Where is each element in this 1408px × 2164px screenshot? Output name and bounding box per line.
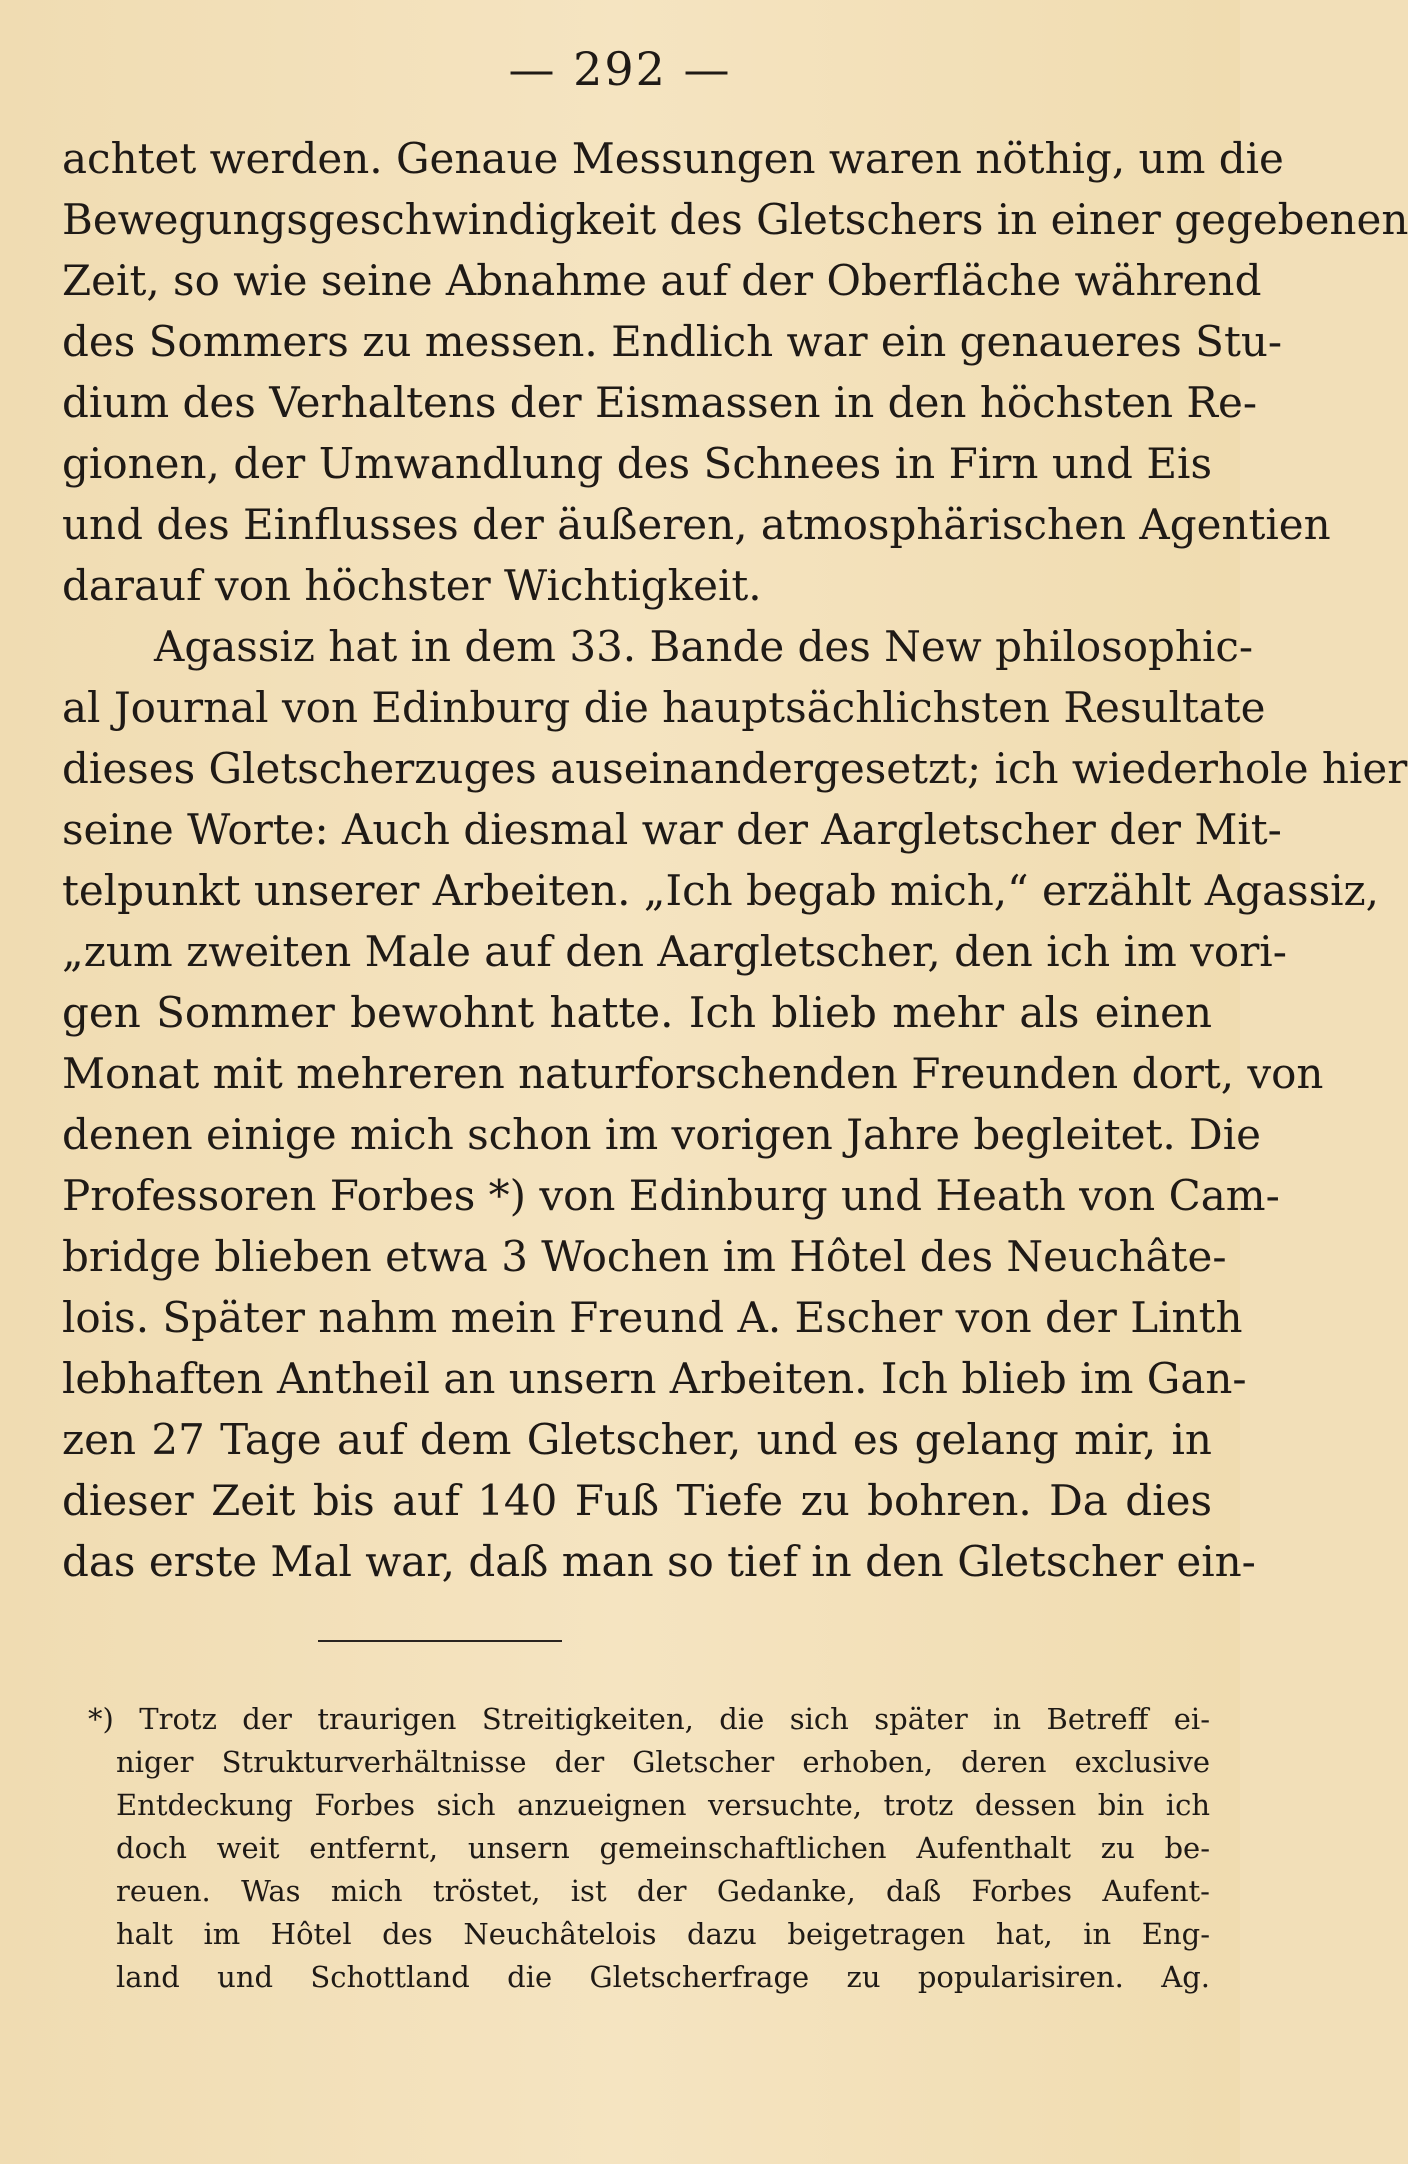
footnote-line: land und Schottland die Gletscherfrage zu popularisiren. Ag. — [116, 1960, 1210, 1994]
footnote-line: doch weit entfernt, unsern gemeinschaftlichen Aufenthalt zu be- — [116, 1831, 1210, 1865]
text-line: zen 27 Tage auf dem Gletscher, und es gelang mir, in — [62, 1415, 1212, 1464]
text-line: seine Worte: Auch diesmal war der Aargletscher der Mit- — [62, 805, 1282, 854]
text-line: Monat mit mehreren naturforschenden Freunden dort, von — [62, 1049, 1324, 1098]
footnote-divider — [318, 1640, 562, 1642]
footnote-line: halt im Hôtel des Neuchâtelois dazu beigetragen hat, in Eng- — [116, 1917, 1210, 1951]
text-line: dieses Gletscherzuges auseinandergesetzt; ich wiederhole hier — [62, 744, 1408, 793]
text-line: Zeit, so wie seine Abnahme auf der Oberfläche während — [62, 256, 1262, 305]
text-line: gionen, der Umwandlung des Schnees in Firn und Eis — [62, 439, 1212, 488]
text-line: lois. Später nahm mein Freund A. Escher von der Linth — [62, 1293, 1243, 1342]
footnote-line: Entdeckung Forbes sich anzueignen versuchte, trotz dessen bin ich — [116, 1788, 1210, 1822]
text-line: Professoren Forbes *) von Edinburg und Heath von Cam- — [62, 1171, 1280, 1220]
text-line: des Sommers zu messen. Endlich war ein genaueres Stu- — [62, 317, 1283, 366]
text-line: dieser Zeit bis auf 140 Fuß Tiefe zu bohren. Da dies — [62, 1476, 1212, 1525]
text-line: dium des Verhaltens der Eismassen in den höchsten Re- — [62, 378, 1258, 427]
text-line: telpunkt unserer Arbeiten. „Ich begab mich,“ erzählt Agassiz, — [62, 866, 1380, 915]
footnote-line: *) Trotz der traurigen Streitigkeiten, die sich später in Betreff ei- — [88, 1702, 1210, 1736]
main-text — [62, 128, 1408, 1592]
text-line: das erste Mal war, daß man so tief in den Gletscher ein- — [62, 1537, 1256, 1586]
text-line: Bewegungsgeschwindigkeit des Gletschers in einer gegebenen — [62, 195, 1408, 244]
text-line: lebhaften Antheil an unsern Arbeiten. Ich blieb im Gan- — [62, 1354, 1247, 1403]
text-line: darauf von höchster Wichtigkeit. — [62, 561, 762, 610]
text-line: achtet werden. Genaue Messungen waren nöthig, um die — [62, 134, 1284, 183]
page-number: — 292 — — [508, 42, 732, 96]
footnote-line: reuen. Was mich tröstet, ist der Gedanke, daß Forbes Aufent- — [116, 1874, 1210, 1908]
text-line: al Journal von Edinburg die hauptsächlichsten Resultate — [62, 683, 1266, 732]
text-line: „zum zweiten Male auf den Aargletscher, den ich im vori- — [62, 927, 1287, 976]
footnote — [62, 1698, 1210, 1999]
text-line: denen einige mich schon im vorigen Jahre begleitet. Die — [62, 1110, 1262, 1159]
text-line: bridge blieben etwa 3 Wochen im Hôtel des Neuchâte- — [62, 1232, 1227, 1281]
footnote-line: niger Strukturverhältnisse der Gletscher erhoben, deren exclusive — [116, 1745, 1210, 1779]
text-line: gen Sommer bewohnt hatte. Ich blieb mehr als einen — [62, 988, 1212, 1037]
text-line: Agassiz hat in dem 33. Bande des New philosophic- — [154, 622, 1254, 671]
text-line: und des Einflusses der äußeren, atmosphärischen Agentien — [62, 500, 1331, 549]
